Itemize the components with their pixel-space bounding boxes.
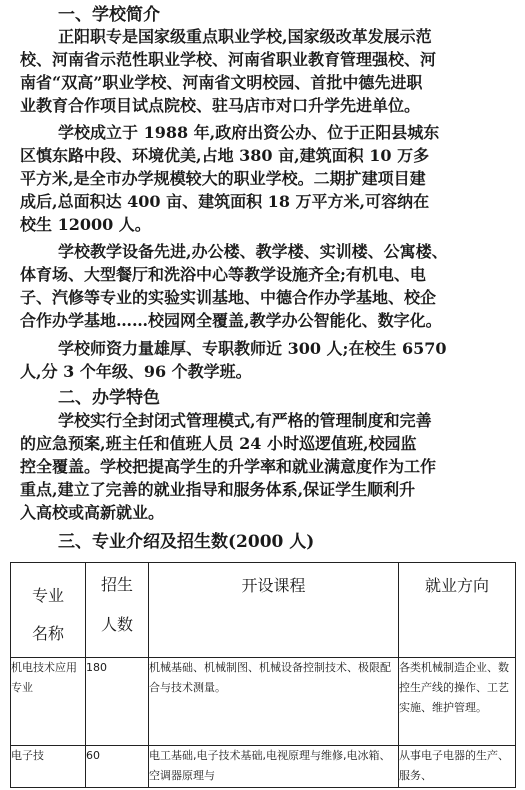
table-row (11, 746, 516, 788)
row-count: 180 (86, 658, 149, 746)
intro-line: 南省“双高”职业学校、河南省文明校园、首批中德先进职 (20, 73, 423, 92)
row-courses: 机械基础、机械制图、机械设备控制技术、极限配合与技术测量。 (149, 658, 399, 746)
intro-line: 合作办学基地……校园网全覆盖,教学办公智能化、数字化。 (20, 311, 442, 330)
features-line: 学校实行全封闭式管理模式,有严格的管理制度和完善 (58, 411, 432, 430)
intro-line: 学校教学设备先进,办公楼、教学楼、实训楼、公寓楼、 (58, 242, 448, 261)
intro-line: 学校成立于 1988 年,政府出资公办、位于正阳县城东 (58, 123, 440, 142)
row-career: 各类机械制造企业、数控生产线的操作、工艺实施、维护管理。 (399, 658, 516, 746)
features-line: 重点,建立了完善的就业指导和服务体系,保证学生顺利升 (20, 480, 416, 499)
section-heading-intro: 一、学校简介 (58, 5, 160, 25)
intro-line: 学校师资力量雄厚、专职教师近 300 人;在校生 6570 (58, 339, 447, 358)
row-major: 电子技 (11, 746, 86, 788)
intro-line: 校生 12000 人。 (20, 215, 151, 234)
row-major: 机电技术应用专业 (11, 658, 86, 746)
majors-table (10, 562, 516, 788)
header-enrollment-line1: 招生 (100, 575, 133, 594)
features-line: 的应急预案,班主任和值班人员 24 小时巡逻值班,校园监 (20, 434, 417, 453)
header-career: 就业方向 (399, 563, 516, 658)
row-courses: 电工基础,电子技术基础,电视原理与维修,电冰箱、空调器原理与 (149, 746, 399, 788)
header-courses: 开设课程 (149, 563, 399, 658)
table-row (11, 658, 516, 746)
row-count: 60 (86, 746, 149, 788)
header-major-line1: 专业 (31, 586, 64, 605)
intro-line: 平方米,是全市办学规模较大的职业学校。二期扩建项目建 (20, 169, 426, 188)
intro-line: 子、汽修等专业的实验实训基地、中德合作办学基地、校企 (20, 288, 437, 307)
header-major (11, 563, 86, 658)
intro-line: 区慎东路中段、环境优美,占地 380 亩,建筑面积 10 万多 (20, 146, 430, 165)
intro-line: 正阳职专是国家级重点职业学校,国家级改革发展示范 (58, 27, 432, 46)
intro-line: 人,分 3 个年级、96 个教学班。 (20, 362, 252, 381)
intro-line: 校、河南省示范性职业学校、河南省职业教育管理强校、河 (20, 50, 437, 69)
section-heading-majors: 三、专业介绍及招生数(2000 人) (58, 532, 315, 552)
header-enrollment-line2: 人数 (100, 615, 133, 634)
features-line: 入高校或高新就业。 (20, 503, 165, 522)
intro-line: 体育场、大型餐厅和洗浴中心等教学设施齐全;有机电、电 (20, 265, 426, 284)
features-line: 控全覆盖。学校把提高学生的升学率和就业满意度作为工作 (20, 457, 437, 476)
intro-line: 业教育合作项目试点院校、驻马店市对口升学先进单位。 (20, 96, 421, 115)
header-major-line2: 名称 (31, 624, 64, 643)
section-heading-features: 二、办学特色 (58, 388, 160, 408)
table-header-row (11, 563, 516, 658)
row-career: 从事电子电器的生产、服务、 (399, 746, 516, 788)
header-enrollment (86, 563, 149, 658)
intro-line: 成后,总面积达 400 亩、建筑面积 18 万平方米,可容纳在 (20, 192, 430, 211)
